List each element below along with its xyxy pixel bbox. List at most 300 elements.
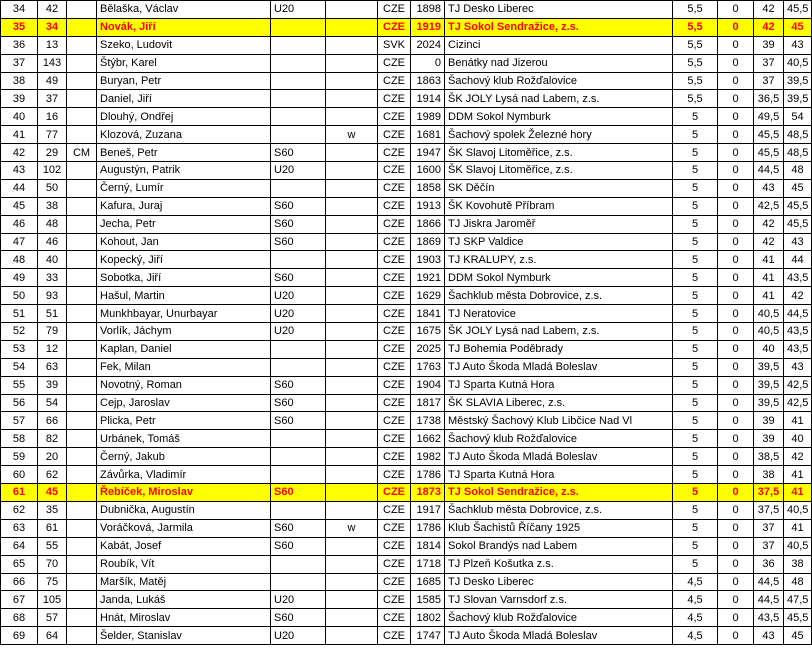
points-cell: 5	[673, 466, 718, 484]
points-cell: 5	[673, 215, 718, 233]
federation-cell: CZE	[378, 412, 411, 430]
tiebreak-3-cell: 45,5	[784, 1, 812, 19]
points-cell: 5,5	[673, 36, 718, 54]
rating-cell: 1662	[411, 430, 445, 448]
tiebreak-3-cell: 47,5	[784, 591, 812, 609]
tiebreak-1-cell: 0	[718, 448, 754, 466]
start-number-cell: 49	[38, 72, 67, 90]
gender-cell	[326, 340, 378, 358]
federation-cell: CZE	[378, 126, 411, 144]
federation-cell: CZE	[378, 501, 411, 519]
rating-cell: 1863	[411, 72, 445, 90]
federation-cell: CZE	[378, 555, 411, 573]
points-cell: 5	[673, 162, 718, 180]
category-cell	[271, 18, 326, 36]
start-number-cell: 48	[38, 215, 67, 233]
rank-cell: 69	[1, 627, 38, 645]
points-cell: 5	[673, 269, 718, 287]
title-cell	[67, 394, 97, 412]
points-cell: 5,5	[673, 90, 718, 108]
category-cell	[271, 466, 326, 484]
table-row	[1, 233, 812, 251]
federation-cell: CZE	[378, 484, 411, 502]
points-cell: 5	[673, 197, 718, 215]
tiebreak-3-cell: 48,5	[784, 144, 812, 162]
table-row	[1, 179, 812, 197]
table-row	[1, 448, 812, 466]
rating-cell: 1841	[411, 305, 445, 323]
rating-cell: 1718	[411, 555, 445, 573]
club-cell: Klub Šachistů Říčany 1925	[445, 519, 673, 537]
category-cell	[271, 179, 326, 197]
club-cell: DDM Sokol Nymburk	[445, 269, 673, 287]
rank-cell: 58	[1, 430, 38, 448]
player-name-cell: Černý, Lumír	[97, 179, 271, 197]
tiebreak-3-cell: 39,5	[784, 90, 812, 108]
title-cell	[67, 233, 97, 251]
player-name-cell: Hnát, Miroslav	[97, 609, 271, 627]
tiebreak-2-cell: 42	[754, 233, 784, 251]
club-cell: Benátky nad Jizerou	[445, 54, 673, 72]
rank-cell: 45	[1, 197, 38, 215]
points-cell: 5	[673, 340, 718, 358]
table-row	[1, 1, 812, 19]
gender-cell	[326, 36, 378, 54]
federation-cell: CZE	[378, 287, 411, 305]
gender-cell	[326, 144, 378, 162]
title-cell	[67, 501, 97, 519]
table-row	[1, 627, 812, 645]
federation-cell: CZE	[378, 537, 411, 555]
tiebreak-3-cell: 43,5	[784, 340, 812, 358]
federation-cell: SVK	[378, 36, 411, 54]
title-cell	[67, 466, 97, 484]
title-cell	[67, 179, 97, 197]
club-cell: Cizinci	[445, 36, 673, 54]
gender-cell: w	[326, 519, 378, 537]
table-row	[1, 466, 812, 484]
federation-cell: CZE	[378, 162, 411, 180]
federation-cell: CZE	[378, 394, 411, 412]
club-cell: TJ Auto Škoda Mladá Boleslav	[445, 627, 673, 645]
start-number-cell: 79	[38, 323, 67, 341]
federation-cell: CZE	[378, 215, 411, 233]
rank-cell: 50	[1, 287, 38, 305]
tiebreak-3-cell: 41	[784, 412, 812, 430]
tiebreak-1-cell: 0	[718, 358, 754, 376]
federation-cell: CZE	[378, 376, 411, 394]
category-cell	[271, 251, 326, 269]
rank-cell: 37	[1, 54, 38, 72]
rank-cell: 36	[1, 36, 38, 54]
rank-cell: 52	[1, 323, 38, 341]
title-cell	[67, 376, 97, 394]
rank-cell: 42	[1, 144, 38, 162]
category-cell: S60	[271, 269, 326, 287]
tiebreak-1-cell: 0	[718, 501, 754, 519]
category-cell: U20	[271, 305, 326, 323]
tiebreak-2-cell: 39	[754, 430, 784, 448]
rating-cell: 1685	[411, 573, 445, 591]
points-cell: 4,5	[673, 627, 718, 645]
player-name-cell: Kafura, Juraj	[97, 197, 271, 215]
start-number-cell: 75	[38, 573, 67, 591]
club-cell: Sokol Brandýs nad Labem	[445, 537, 673, 555]
tiebreak-1-cell: 0	[718, 215, 754, 233]
rating-cell: 1814	[411, 537, 445, 555]
tiebreak-2-cell: 39,5	[754, 358, 784, 376]
table-row	[1, 323, 812, 341]
tiebreak-1-cell: 0	[718, 394, 754, 412]
tiebreak-2-cell: 36,5	[754, 90, 784, 108]
tiebreak-1-cell: 0	[718, 627, 754, 645]
rating-cell: 1898	[411, 1, 445, 19]
title-cell	[67, 555, 97, 573]
points-cell: 4,5	[673, 609, 718, 627]
tiebreak-1-cell: 0	[718, 466, 754, 484]
club-cell: TJ Plzeň Košutka z.s.	[445, 555, 673, 573]
title-cell	[67, 412, 97, 430]
category-cell	[271, 90, 326, 108]
rank-cell: 68	[1, 609, 38, 627]
player-name-cell: Janda, Lukáš	[97, 591, 271, 609]
points-cell: 5	[673, 144, 718, 162]
gender-cell: w	[326, 126, 378, 144]
gender-cell	[326, 627, 378, 645]
gender-cell	[326, 501, 378, 519]
club-cell: Šachový klub Rožďalovice	[445, 430, 673, 448]
gender-cell	[326, 484, 378, 502]
category-cell	[271, 501, 326, 519]
start-number-cell: 50	[38, 179, 67, 197]
table-row	[1, 144, 812, 162]
category-cell: S60	[271, 376, 326, 394]
player-name-cell: Kohout, Jan	[97, 233, 271, 251]
player-name-cell: Sobotka, Jiří	[97, 269, 271, 287]
rating-cell: 1763	[411, 358, 445, 376]
gender-cell	[326, 287, 378, 305]
tiebreak-1-cell: 0	[718, 179, 754, 197]
tiebreak-1-cell: 0	[718, 18, 754, 36]
tiebreak-2-cell: 37	[754, 72, 784, 90]
gender-cell	[326, 537, 378, 555]
tiebreak-3-cell: 45	[784, 627, 812, 645]
federation-cell: CZE	[378, 466, 411, 484]
tiebreak-3-cell: 43,5	[784, 323, 812, 341]
rating-cell: 1786	[411, 519, 445, 537]
club-cell: TJ Sokol Sendražice, z.s.	[445, 484, 673, 502]
category-cell: U20	[271, 591, 326, 609]
tiebreak-1-cell: 0	[718, 609, 754, 627]
rank-cell: 60	[1, 466, 38, 484]
tiebreak-3-cell: 41	[784, 484, 812, 502]
player-name-cell: Černý, Jakub	[97, 448, 271, 466]
category-cell: U20	[271, 1, 326, 19]
rank-cell: 56	[1, 394, 38, 412]
gender-cell	[326, 358, 378, 376]
federation-cell: CZE	[378, 108, 411, 126]
rating-cell: 1681	[411, 126, 445, 144]
title-cell	[67, 251, 97, 269]
player-name-cell: Dubnička, Augustín	[97, 501, 271, 519]
start-number-cell: 13	[38, 36, 67, 54]
start-number-cell: 55	[38, 537, 67, 555]
category-cell	[271, 448, 326, 466]
rank-cell: 39	[1, 90, 38, 108]
start-number-cell: 57	[38, 609, 67, 627]
points-cell: 5	[673, 501, 718, 519]
start-number-cell: 105	[38, 591, 67, 609]
tiebreak-2-cell: 44,5	[754, 591, 784, 609]
tiebreak-1-cell: 0	[718, 108, 754, 126]
tiebreak-1-cell: 0	[718, 1, 754, 19]
title-cell	[67, 162, 97, 180]
title-cell	[67, 18, 97, 36]
start-number-cell: 34	[38, 18, 67, 36]
table-row	[1, 108, 812, 126]
player-name-cell: Štýbr, Karel	[97, 54, 271, 72]
start-number-cell: 143	[38, 54, 67, 72]
category-cell	[271, 54, 326, 72]
rating-cell: 1747	[411, 627, 445, 645]
table-row	[1, 215, 812, 233]
player-name-cell: Fek, Milan	[97, 358, 271, 376]
tiebreak-2-cell: 41	[754, 269, 784, 287]
gender-cell	[326, 305, 378, 323]
gender-cell	[326, 412, 378, 430]
table-row	[1, 162, 812, 180]
federation-cell: CZE	[378, 90, 411, 108]
title-cell	[67, 591, 97, 609]
gender-cell	[326, 609, 378, 627]
tiebreak-1-cell: 0	[718, 287, 754, 305]
title-cell	[67, 269, 97, 287]
title-cell	[67, 72, 97, 90]
rating-cell: 0	[411, 54, 445, 72]
tiebreak-3-cell: 45,5	[784, 215, 812, 233]
tiebreak-2-cell: 44,5	[754, 162, 784, 180]
start-number-cell: 51	[38, 305, 67, 323]
club-cell: ŠK Kovohutě Příbram	[445, 197, 673, 215]
tiebreak-1-cell: 0	[718, 126, 754, 144]
tiebreak-2-cell: 45,5	[754, 126, 784, 144]
category-cell	[271, 358, 326, 376]
player-name-cell: Novotný, Roman	[97, 376, 271, 394]
points-cell: 5	[673, 251, 718, 269]
player-name-cell: Szeko, Ludovit	[97, 36, 271, 54]
category-cell	[271, 72, 326, 90]
rating-cell: 1629	[411, 287, 445, 305]
points-cell: 5	[673, 412, 718, 430]
rating-cell: 1869	[411, 233, 445, 251]
tiebreak-1-cell: 0	[718, 269, 754, 287]
gender-cell	[326, 448, 378, 466]
federation-cell: CZE	[378, 323, 411, 341]
table-row	[1, 609, 812, 627]
table-row	[1, 72, 812, 90]
title-cell	[67, 287, 97, 305]
points-cell: 5	[673, 108, 718, 126]
table-row	[1, 18, 812, 36]
points-cell: 5	[673, 519, 718, 537]
rating-cell: 1802	[411, 609, 445, 627]
player-name-cell: Závůrka, Vladimír	[97, 466, 271, 484]
rank-cell: 46	[1, 215, 38, 233]
points-cell: 5	[673, 376, 718, 394]
gender-cell	[326, 179, 378, 197]
rank-cell: 64	[1, 537, 38, 555]
rating-cell: 1914	[411, 90, 445, 108]
table-row	[1, 394, 812, 412]
rating-cell: 1919	[411, 18, 445, 36]
start-number-cell: 64	[38, 627, 67, 645]
points-cell: 5,5	[673, 72, 718, 90]
category-cell: S60	[271, 144, 326, 162]
tiebreak-2-cell: 40,5	[754, 323, 784, 341]
category-cell	[271, 36, 326, 54]
player-name-cell: Kabát, Josef	[97, 537, 271, 555]
category-cell: S60	[271, 197, 326, 215]
gender-cell	[326, 430, 378, 448]
rank-cell: 38	[1, 72, 38, 90]
club-cell: TJ Sparta Kutná Hora	[445, 376, 673, 394]
tiebreak-3-cell: 40,5	[784, 501, 812, 519]
category-cell: S60	[271, 519, 326, 537]
points-cell: 5	[673, 430, 718, 448]
tiebreak-2-cell: 39	[754, 36, 784, 54]
rank-cell: 48	[1, 251, 38, 269]
rank-cell: 41	[1, 126, 38, 144]
federation-cell: CZE	[378, 609, 411, 627]
tiebreak-3-cell: 40,5	[784, 537, 812, 555]
tiebreak-3-cell: 48,5	[784, 126, 812, 144]
table-row	[1, 519, 812, 537]
federation-cell: CZE	[378, 251, 411, 269]
tiebreak-2-cell: 39,5	[754, 376, 784, 394]
rank-cell: 35	[1, 18, 38, 36]
tiebreak-1-cell: 0	[718, 323, 754, 341]
category-cell	[271, 126, 326, 144]
start-number-cell: 42	[38, 1, 67, 19]
title-cell	[67, 197, 97, 215]
tiebreak-3-cell: 48	[784, 573, 812, 591]
category-cell: S60	[271, 233, 326, 251]
table-row	[1, 376, 812, 394]
rank-cell: 62	[1, 501, 38, 519]
tiebreak-2-cell: 43	[754, 627, 784, 645]
gender-cell	[326, 466, 378, 484]
category-cell: S60	[271, 394, 326, 412]
table-row	[1, 197, 812, 215]
club-cell: DDM Sokol Nymburk	[445, 108, 673, 126]
start-number-cell: 16	[38, 108, 67, 126]
gender-cell	[326, 573, 378, 591]
rank-cell: 55	[1, 376, 38, 394]
points-cell: 5	[673, 537, 718, 555]
start-number-cell: 40	[38, 251, 67, 269]
rating-cell: 1917	[411, 501, 445, 519]
title-cell	[67, 430, 97, 448]
club-cell: Šachový spolek Železné hory	[445, 126, 673, 144]
rank-cell: 59	[1, 448, 38, 466]
start-number-cell: 61	[38, 519, 67, 537]
tiebreak-1-cell: 0	[718, 430, 754, 448]
club-cell: ŠK JOLY Lysá nad Labem, z.s.	[445, 323, 673, 341]
club-cell: Šachový klub Rožďalovice	[445, 609, 673, 627]
federation-cell: CZE	[378, 358, 411, 376]
player-name-cell: Daniel, Jiří	[97, 90, 271, 108]
player-name-cell: Augustýn, Patrik	[97, 162, 271, 180]
gender-cell	[326, 555, 378, 573]
federation-cell: CZE	[378, 591, 411, 609]
tiebreak-2-cell: 41	[754, 251, 784, 269]
tiebreak-3-cell: 45,5	[784, 197, 812, 215]
points-cell: 5	[673, 305, 718, 323]
player-name-cell: Urbánek, Tomáš	[97, 430, 271, 448]
rank-cell: 34	[1, 1, 38, 19]
table-row	[1, 36, 812, 54]
club-cell: TJ Auto Škoda Mladá Boleslav	[445, 448, 673, 466]
title-cell	[67, 484, 97, 502]
club-cell: Městský Šachový Klub Libčice Nad Vl	[445, 412, 673, 430]
category-cell: S60	[271, 412, 326, 430]
tiebreak-1-cell: 0	[718, 251, 754, 269]
category-cell: S60	[271, 484, 326, 502]
tiebreak-1-cell: 0	[718, 305, 754, 323]
tiebreak-3-cell: 40,5	[784, 54, 812, 72]
player-name-cell: Hašul, Martin	[97, 287, 271, 305]
tiebreak-3-cell: 43	[784, 36, 812, 54]
title-cell	[67, 305, 97, 323]
player-name-cell: Řebíček, Miroslav	[97, 484, 271, 502]
tiebreak-1-cell: 0	[718, 233, 754, 251]
player-name-cell: Beneš, Petr	[97, 144, 271, 162]
tiebreak-3-cell: 44	[784, 251, 812, 269]
category-cell: U20	[271, 627, 326, 645]
tiebreak-3-cell: 43	[784, 358, 812, 376]
rating-cell: 1982	[411, 448, 445, 466]
tiebreak-2-cell: 38	[754, 466, 784, 484]
table-row	[1, 251, 812, 269]
gender-cell	[326, 215, 378, 233]
tiebreak-2-cell: 37	[754, 519, 784, 537]
tiebreak-3-cell: 42	[784, 287, 812, 305]
start-number-cell: 20	[38, 448, 67, 466]
tiebreak-1-cell: 0	[718, 340, 754, 358]
start-number-cell: 62	[38, 466, 67, 484]
title-cell	[67, 627, 97, 645]
tiebreak-1-cell: 0	[718, 90, 754, 108]
federation-cell: CZE	[378, 197, 411, 215]
title-cell: CM	[67, 144, 97, 162]
club-cell: SK Děčín	[445, 179, 673, 197]
club-cell: TJ Neratovice	[445, 305, 673, 323]
rating-cell: 2025	[411, 340, 445, 358]
club-cell: TJ Sparta Kutná Hora	[445, 466, 673, 484]
start-number-cell: 102	[38, 162, 67, 180]
tiebreak-3-cell: 42	[784, 448, 812, 466]
start-number-cell: 70	[38, 555, 67, 573]
points-cell: 5,5	[673, 18, 718, 36]
gender-cell	[326, 162, 378, 180]
rating-cell: 1903	[411, 251, 445, 269]
federation-cell: CZE	[378, 448, 411, 466]
rating-cell: 1873	[411, 484, 445, 502]
rating-cell: 1738	[411, 412, 445, 430]
federation-cell: CZE	[378, 72, 411, 90]
gender-cell	[326, 323, 378, 341]
gender-cell	[326, 251, 378, 269]
